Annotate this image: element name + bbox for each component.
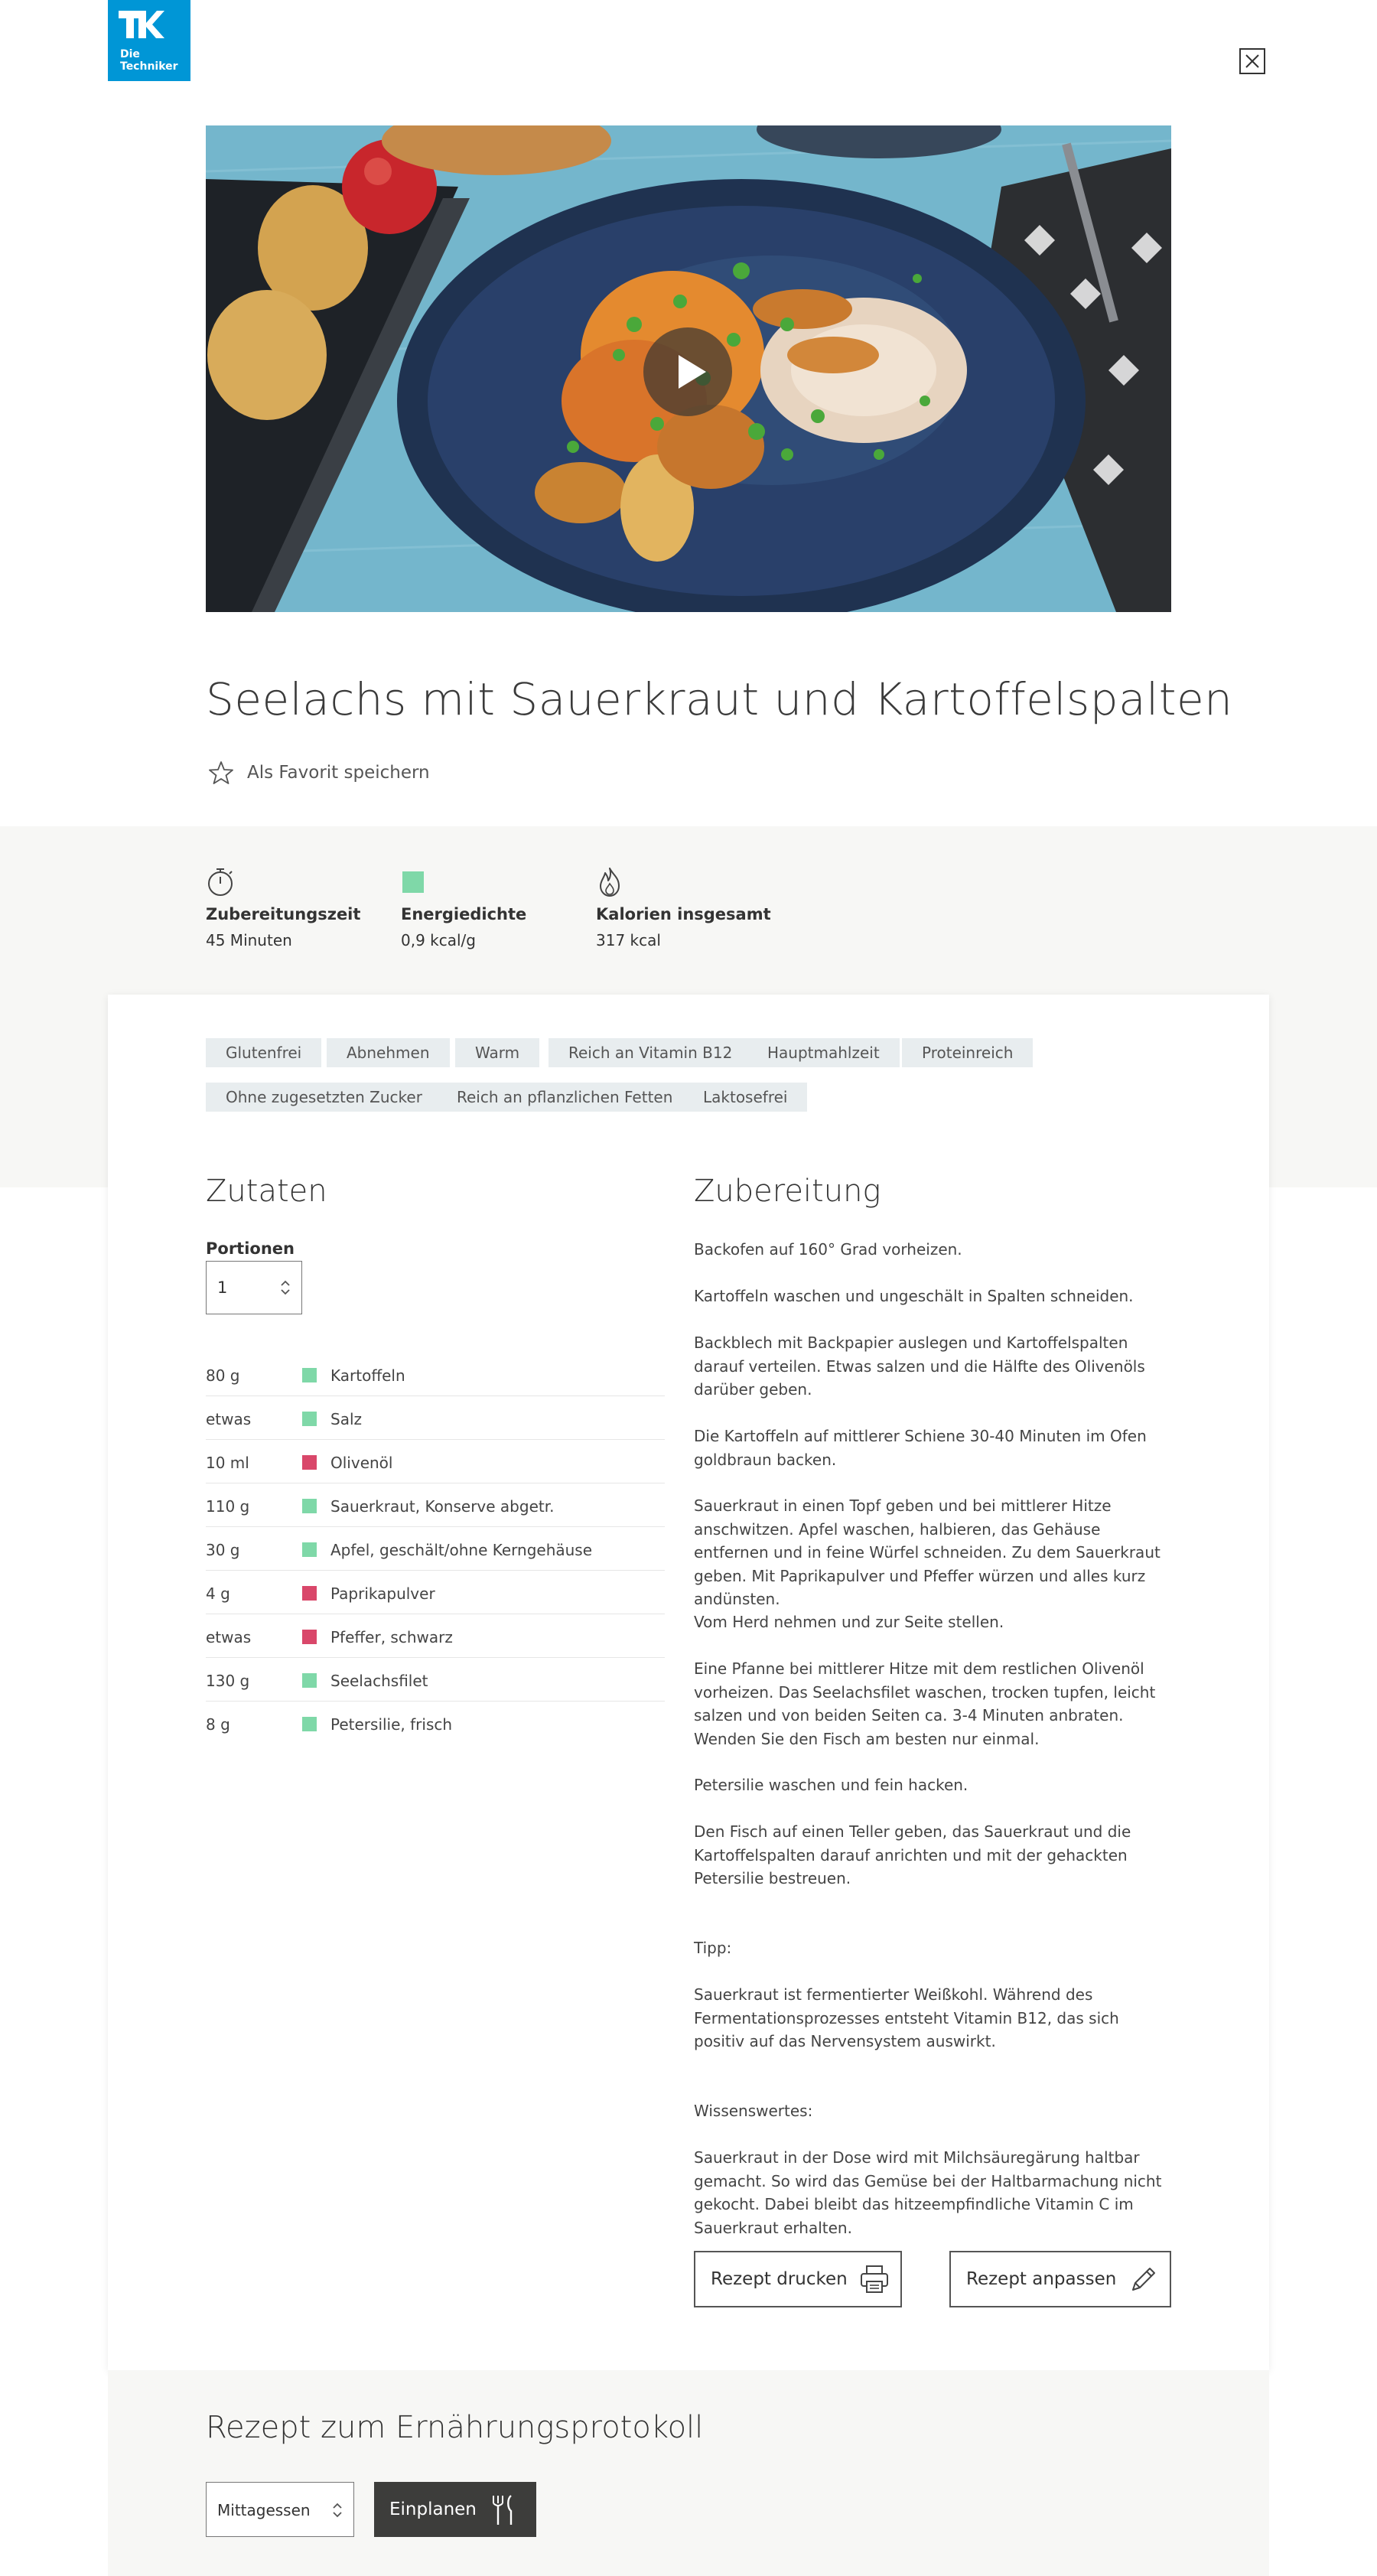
stat-label: Energiedichte [401, 905, 527, 923]
tk-logo[interactable] [108, 0, 190, 81]
ingredient-row [206, 1396, 665, 1440]
favorite-button[interactable] [209, 757, 430, 788]
energy-indicator [302, 1673, 317, 1688]
adjust-recipe-label: Rezept anpassen [966, 2269, 1117, 2289]
ingredient-row [206, 1440, 665, 1483]
ingredient-row [206, 1702, 665, 1745]
ingredient-name: Apfel, geschält/ohne Kerngehäuse [330, 1541, 593, 1559]
cutlery-icon [487, 2494, 518, 2526]
tag: Ohne zugesetzten Zucker [206, 1083, 442, 1112]
ingredient-name: Salz [330, 1410, 363, 1428]
ingredient-row [206, 1483, 665, 1527]
adjust-recipe-button[interactable] [949, 2251, 1171, 2307]
close-button[interactable] [1239, 48, 1265, 74]
ingredient-amount: 30 g [206, 1541, 240, 1559]
play-button[interactable] [643, 327, 732, 416]
ingredient-name: Petersilie, frisch [330, 1715, 453, 1734]
plan-button[interactable] [374, 2482, 536, 2537]
energy-indicator [302, 1499, 317, 1513]
prep-step: Petersilie waschen und fein hacken. [694, 1776, 968, 1794]
prep-step: Vom Herd nehmen und zur Seite stellen. [694, 1613, 1004, 1631]
recipe-title: Seelachs mit Sauerkraut und Kartoffelspalten [206, 673, 1233, 725]
ingredient-row [206, 1353, 665, 1396]
select-arrows-icon [332, 2501, 343, 2519]
brand-line-2: Techniker [120, 60, 178, 73]
stat-label: Zubereitungszeit [206, 905, 361, 923]
star-icon [209, 760, 233, 785]
ingredient-name: Pfeffer, schwarz [330, 1628, 453, 1646]
play-icon [643, 327, 732, 416]
energy-indicator [302, 1455, 317, 1470]
energy-indicator [302, 1630, 317, 1644]
portions-select[interactable] [206, 1261, 302, 1314]
ingredient-amount: 130 g [206, 1672, 250, 1690]
ingredient-name: Sauerkraut, Konserve abgetr. [330, 1497, 555, 1516]
tag: Warm [455, 1038, 539, 1067]
protocol-heading: Rezept zum Ernährungsprotokoll [206, 2410, 704, 2445]
info-text: Sauerkraut in der Dose wird mit Milchsäuregärung haltbar gemacht. So wird das Gemüse bei der Haltbarmachung nicht gekocht. Dabei bleibt das hitzeempfindliche Vitamin C im Sauerkraut erhalten. [694, 2148, 1162, 2237]
ingredient-amount: 80 g [206, 1366, 240, 1385]
brand-line-1: Die [120, 48, 140, 60]
ingredient-name: Seelachsfilet [330, 1672, 428, 1690]
info-label: Wissenswertes: [694, 2102, 813, 2120]
prep-step: Kartoffeln waschen und ungeschält in Spalten schneiden. [694, 1287, 1134, 1305]
energy-density-square [402, 871, 424, 893]
tag: Reich an pflanzlichen Fetten [437, 1083, 692, 1112]
ingredients-heading: Zutaten [206, 1174, 327, 1209]
print-recipe-label: Rezept drucken [711, 2269, 848, 2289]
energy-indicator [302, 1586, 317, 1601]
prep-step: Eine Pfanne bei mittlerer Hitze mit dem restlichen Olivenöl vorheizen. Das Seelachsfilet waschen, trocken tupfen, leicht salzen und von beiden Seiten ca. 3-4 Minuten anbraten. Wenden Sie den Fisch am besten nur einmal. [694, 1659, 1156, 1748]
favorite-label: Als Favorit speichern [247, 763, 430, 783]
ingredient-row [206, 1658, 665, 1702]
portions-label: Portionen [206, 1239, 295, 1258]
pencil-icon [1128, 2264, 1159, 2294]
energy-indicator [302, 1542, 317, 1557]
tag: Reich an Vitamin B12 [549, 1038, 752, 1067]
tag: Glutenfrei [206, 1038, 321, 1067]
tk-logo-mark [119, 8, 164, 46]
ingredient-row [206, 1614, 665, 1658]
preparation-heading: Zubereitung [694, 1174, 881, 1209]
prep-step: Backofen auf 160° Grad vorheizen. [694, 1240, 962, 1259]
stat-value: 45 Minuten [206, 931, 292, 949]
printer-icon [859, 2264, 890, 2294]
prep-step: Sauerkraut in einen Topf geben und bei mittlerer Hitze anschwitzen. Apfel waschen, halbieren, das Gehäuse entfernen und in feine Würfel schneiden. Zu dem Sauerkraut geben. Mit Paprikapulver und Pfeffer würzen und alles kurz andünsten. [694, 1496, 1161, 1608]
ingredient-name: Kartoffeln [330, 1366, 405, 1385]
stat-value: 0,9 kcal/g [401, 931, 476, 949]
plan-label: Einplanen [389, 2499, 477, 2519]
ingredient-amount: etwas [206, 1410, 252, 1428]
ingredient-amount: etwas [206, 1628, 252, 1646]
energy-indicator [302, 1412, 317, 1426]
ingredient-name: Olivenöl [330, 1454, 393, 1472]
prep-step: Backblech mit Backpapier auslegen und Kartoffelspalten darauf verteilen. Etwas salzen und die Hälfte des Olivenöls darüber geben. [694, 1334, 1145, 1399]
tag: Proteinreich [902, 1038, 1033, 1067]
ingredient-row [206, 1571, 665, 1614]
ingredient-name: Paprikapulver [330, 1584, 435, 1603]
stat-value: 317 kcal [596, 931, 661, 949]
ingredient-row [206, 1527, 665, 1571]
tag: Hauptmahlzeit [747, 1038, 900, 1067]
ingredient-amount: 10 ml [206, 1454, 249, 1472]
print-recipe-button[interactable] [694, 2251, 902, 2307]
flame-icon [596, 867, 623, 897]
tip-text: Sauerkraut ist fermentierter Weißkohl. Während des Fermentationsprozesses entsteht Vitamin B12, das sich positiv auf das Nervensystem auswirkt. [694, 1985, 1119, 2050]
ingredient-amount: 8 g [206, 1715, 230, 1734]
stopwatch-icon [206, 867, 235, 897]
ingredient-amount: 110 g [206, 1497, 250, 1516]
portions-value: 1 [217, 1278, 228, 1297]
tip-label: Tipp: [694, 1939, 732, 1957]
energy-indicator [302, 1368, 317, 1382]
protocol-band [108, 2370, 1269, 2576]
tag: Abnehmen [327, 1038, 450, 1067]
stat-label: Kalorien insgesamt [596, 905, 771, 923]
select-arrows-icon [280, 1278, 291, 1297]
meal-select[interactable] [206, 2482, 354, 2537]
meal-value: Mittagessen [217, 2501, 311, 2519]
prep-step: Die Kartoffeln auf mittlerer Schiene 30-40 Minuten im Ofen goldbraun backen. [694, 1427, 1147, 1469]
energy-indicator [302, 1717, 317, 1731]
tag: Laktosefrei [683, 1083, 807, 1112]
prep-step: Den Fisch auf einen Teller geben, das Sauerkraut und die Kartoffelspalten darauf anrichten und mit der gehackten Petersilie bestreuen. [694, 1822, 1131, 1887]
close-icon [1245, 54, 1259, 68]
ingredient-amount: 4 g [206, 1584, 230, 1603]
